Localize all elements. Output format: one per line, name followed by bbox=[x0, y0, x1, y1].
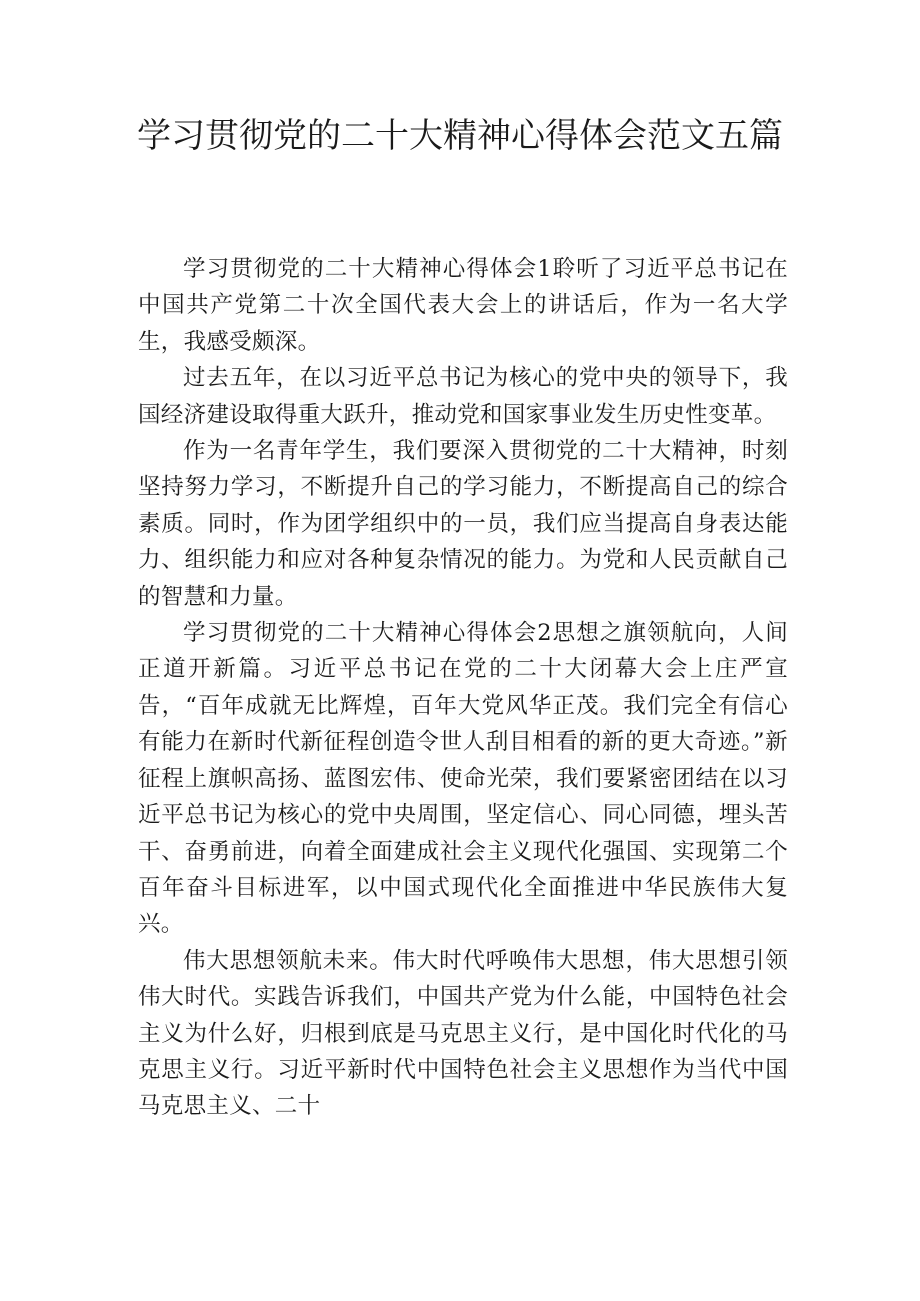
document-body bbox=[138, 251, 788, 1125]
paragraph-4: 学习贯彻党的二十大精神心得体会2思想之旗领航向，人间正道开新篇。习近平总书记在党的二十大闭幕大会上庄严宣告，“百年成就无比辉煌，百年大党风华正茂。我们完全有信心有能力在新时代新征程创造令世人刮目相看的新的更大奇迹。”新征程上旗帜高扬、蓝图宏伟、使命光荣，我们要紧密团结在以习近平总书记为核心的党中央周围，坚定信心、同心同德，埋头苦干、奋勇前进，向着全面建成社会主义现代化强国、实现第二个百年奋斗目标进军，以中国式现代化全面推进中华民族伟大复兴。 bbox=[138, 620, 788, 938]
paragraph-1: 学习贯彻党的二十大精神心得体会1聆听了习近平总书记在中国共产党第二十次全国代表大会上的讲话后，作为一名大学生，我感受颇深。 bbox=[138, 256, 788, 355]
paragraph-2: 过去五年，在以习近平总书记为核心的党中央的领导下，我国经济建设取得重大跃升，推动党和国家事业发生历史性变革。 bbox=[138, 365, 788, 428]
paragraph-5: 伟大思想领航未来。伟大时代呼唤伟大思想，伟大思想引领伟大时代。实践告诉我们，中国共产党为什么能，中国特色社会主义为什么好，归根到底是马克思主义行，是中国化时代化的马克思主义行。习近平新时代中国特色社会主义思想作为当代中国马克思主义、二十 bbox=[138, 947, 788, 1120]
document-title: 学习贯彻党的二十大精神心得体会范文五篇 bbox=[137, 116, 783, 156]
paragraph-3: 作为一名青年学生，我们要深入贯彻党的二十大精神，时刻坚持努力学习，不断提升自己的学习能力，不断提高自己的综合素质。同时，作为团学组织中的一员，我们应当提高自身表达能力、组织能力和应对各种复杂情况的能力。为党和人民贡献自己的智慧和力量。 bbox=[138, 438, 788, 610]
